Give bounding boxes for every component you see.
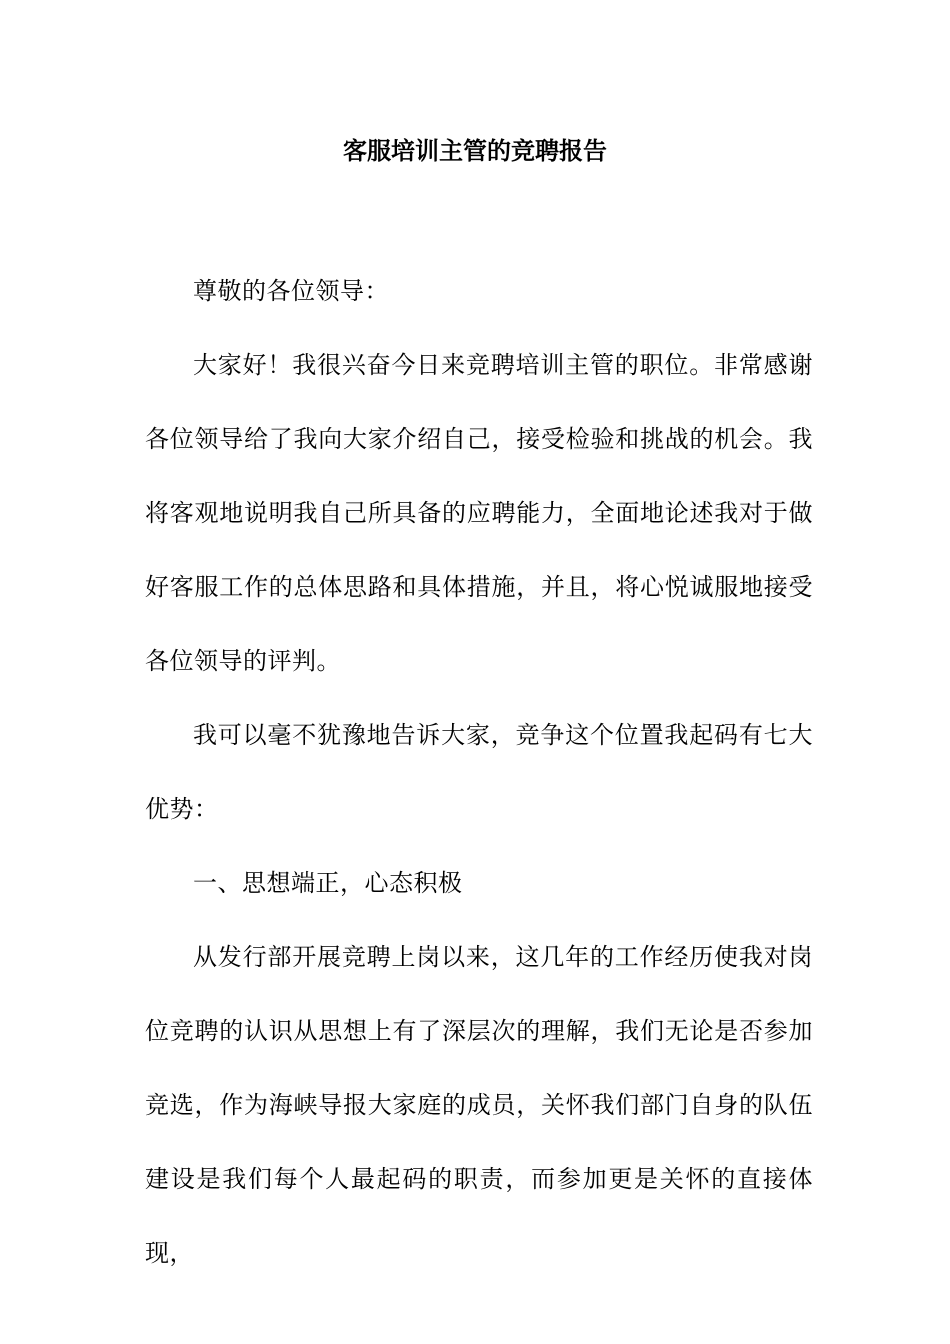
salutation-paragraph: 尊敬的各位领导： [193,277,389,305]
document-body [145,254,813,1290]
document-title: 客服培训主管的竞聘报告 [343,136,607,165]
intro-paragraph: 大家好！我很兴奋今日来竞聘培训主管的职位。非常感谢各位领导给了我向大家介绍自己，接受检验和挑战的机会。我将客观地说明我自己所具备的应聘能力，全面地论述我对于做好客服工作的总体思路和具体措施，并且，将心悦诚服地接受各位领导的评判。 [145,351,813,675]
advantages-paragraph: 我可以毫不犹豫地告诉大家，竞争这个位置我起码有七大优势： [145,721,813,823]
section-1-paragraph: 从发行部开展竞聘上岗以来，这几年的工作经历使我对岗位竞聘的认识从思想上有了深层次的理解，我们无论是否参加竞选，作为海峡导报大家庭的成员，关怀我们部门自身的队伍建设是我们每个人最起码的职责，而参加更是关怀的直接体现， [145,943,813,1267]
section-heading-1: 一、思想端正，心态积极 [193,869,463,897]
